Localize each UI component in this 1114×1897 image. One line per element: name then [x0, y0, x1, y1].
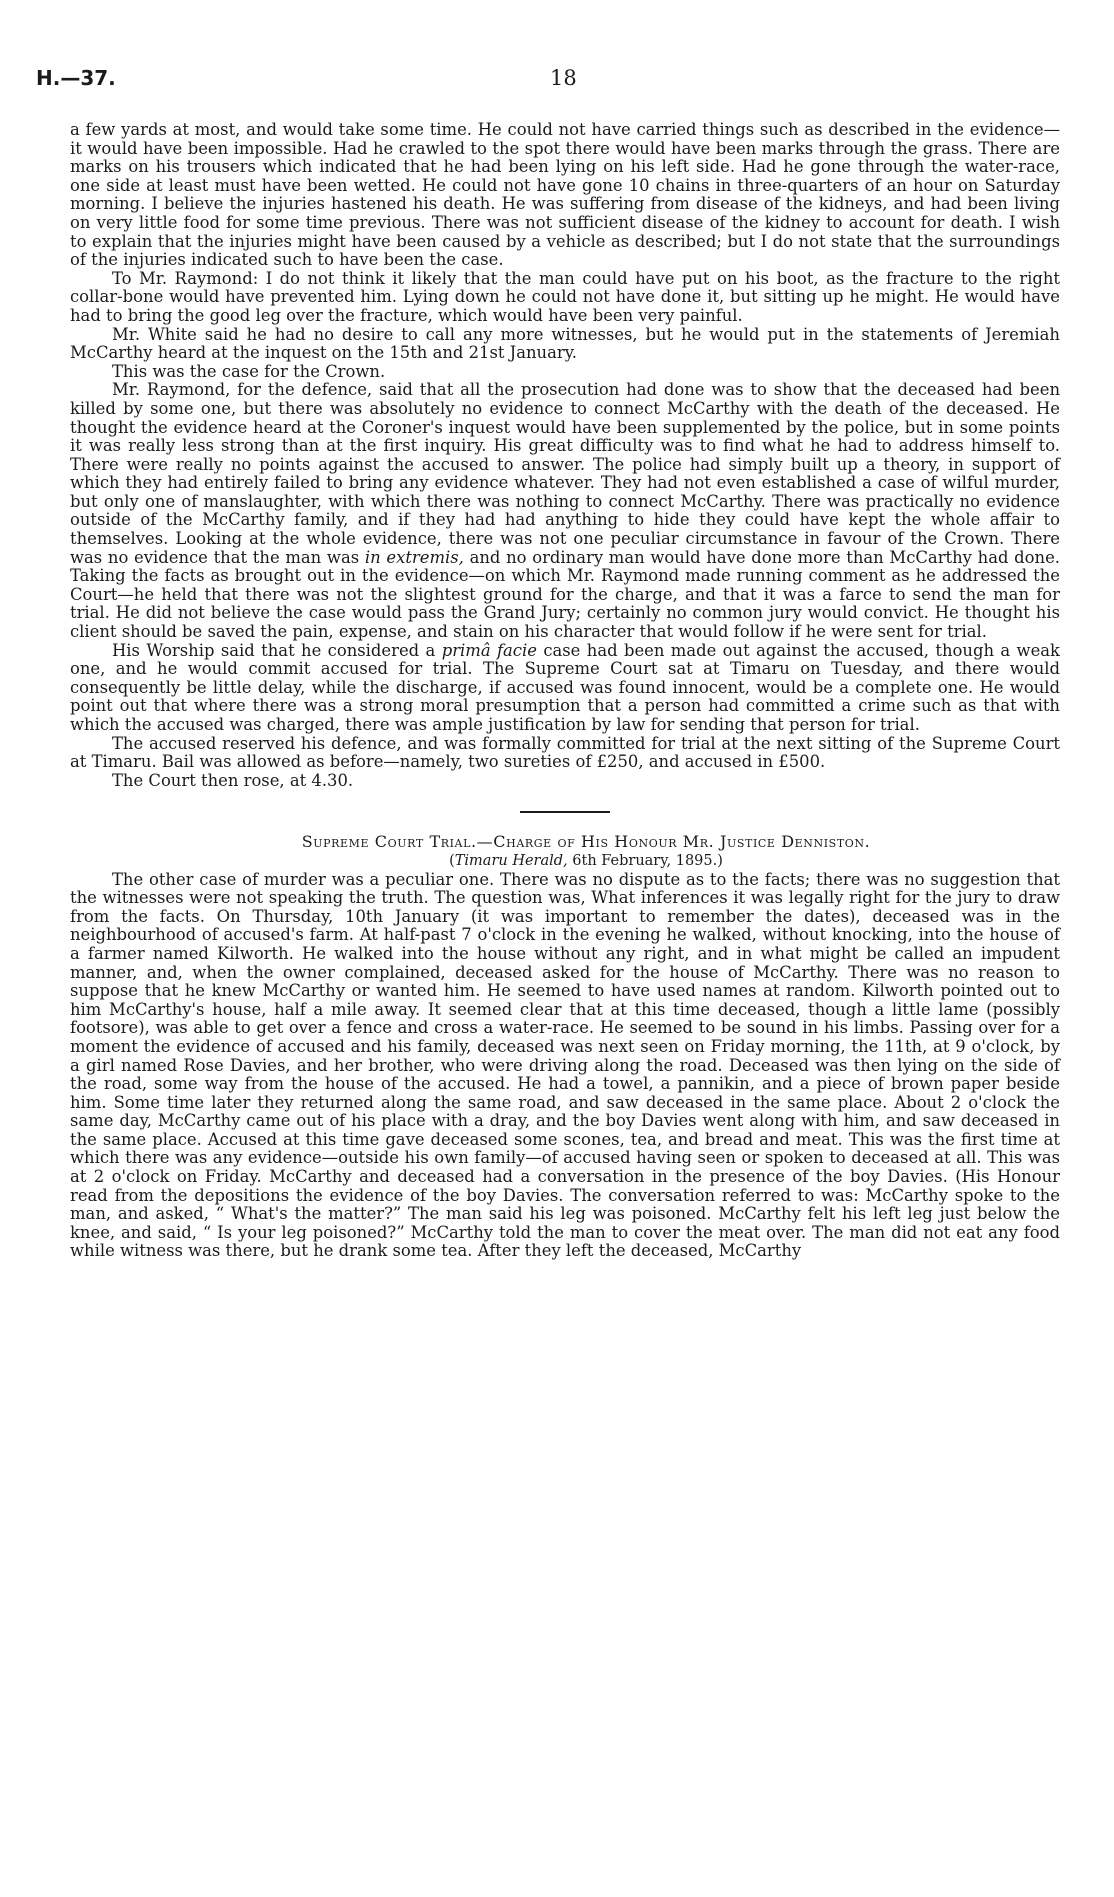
section-heading: Supreme Court Trial.—Charge of His Honour Mr. Justice Denniston. [301, 832, 871, 852]
page-number: 18 [550, 66, 577, 90]
latin-phrase-prima-facie: primâ facie [441, 640, 537, 660]
source-open-paren: ( [449, 852, 455, 869]
section-divider [520, 811, 610, 813]
latin-phrase-in-extremis: in extremis, [364, 547, 464, 567]
paragraph-crown-case: This was the case for the Crown. [112, 361, 386, 381]
paragraph-his-worship [70, 642, 1060, 735]
paragraph-committal: The accused reserved his defence, and was formally committed for trial at the next sitting of the Supreme Court at Timaru. Bail was allowed as before—namely, two sureties of £250, and accused in £500. [70, 733, 1060, 772]
paragraph-court-rose: The Court then rose, at 4.30. [112, 770, 354, 790]
source-close-paren: ) [717, 852, 723, 869]
source-date: 6th February, 1895. [567, 852, 718, 869]
worship-text-a: His Worship said that he considered a [112, 640, 436, 660]
paragraph-defence [70, 381, 1060, 641]
body-text [70, 121, 1060, 1261]
source-newspaper: Timaru Herald, [454, 852, 568, 869]
series-reference: H.—37. [36, 66, 116, 90]
paragraph-mr-white: Mr. White said he had no desire to call any more witnesses, but he would put in the statements of Jeremiah McCarthy heard at the inquest on the 15th and 21st January. [70, 324, 1060, 363]
section-source [70, 852, 1060, 871]
defence-text-a: Mr. Raymond, for the defence, said that all the prosecution had done was to show that the deceased had been killed by some one, but there was absolutely no evidence to connect McCarthy with the death of the deceased. He thought the evidence heard at the Coroner's inquest would have been supplemented by the police, but in some points it was really less strong than at the first inquiry. His great difficulty was to find what he had to address himself to. There were really no points against the accused to answer. The police had simply built up a theory, in support of which they had entirely failed to bring any evidence whatever. They had not even established a case of wilful murder, but only one of manslaughter, with which there was nothing to connect McCarthy. There was practically no evidence outside of the McCarthy family, and if they had had anything to hide they could have kept the whole affair to themselves. Looking at the whole evidence, there was not one peculiar circumstance in favour of the Crown. There was no evidence that the man was [70, 380, 1060, 567]
paragraph-charge: The other case of murder was a peculiar one. There was no dispute as to the facts; there was no suggestion that the witnesses were not speaking the truth. The question was, What inferences it was legally right for the jury to draw from the facts. On Thursday, 10th January (it was important to remember the dates), deceased was in the neighbourhood of accused's farm. At half-past 7 o'clock in the evening he walked, without knocking, into the house of a farmer named Kilworth. He walked into the house without any right, and in what might be called an impudent manner, and, when the owner complained, deceased asked for the house of McCarthy. There was no reason to suppose that he knew McCarthy or wanted him. He seemed to have used names at random. Kilworth pointed out to him McCarthy's house, half a mile away. It seemed clear that at this time deceased, though a little lame (possibly footsore), was able to get over a fence and cross a water-race. He seemed to be sound in his limbs. Passing over for a moment the evidence of accused and his family, deceased was next seen on Friday morning, the 11th, at 9 o'clock, by a girl named Rose Davies, and her brother, who were driving along the road. Deceased was then lying on the side of the road, some way from the house of the accused. He had a towel, a pannikin, and a piece of brown paper beside him. Some time later they returned along the same road, and saw deceased in the same place. About 2 o'clock the same day, McCarthy came out of his place with a dray, and the boy Davies went along with him, and saw deceased in the same place. Accused at this time gave deceased some scones, tea, and bread and meat. This was the first time at which there was any evidence—outside his own family—of accused having seen or spoken to deceased at all. This was at 2 o'clock on Friday. McCarthy and deceased had a conversation in the presence of the boy Davies. (His Honour read from the depositions the evidence of the boy Davies. The conversation referred to was: McCarthy spoke to the man, and asked, “ What's the matter?” The man said his leg was poisoned. McCarthy felt his left leg just below the knee, and said, “ Is your leg poisoned?” McCarthy told the man to cover the meat over. The man did not eat any food while witness was there, but he drank some tea. After they left the deceased, McCarthy [70, 869, 1060, 1261]
worship-text-b: case had been made out against the accused, though a weak one, and he would commit accused for trial. The Supreme Court sat at Timaru on Tuesday, and there would consequently be little delay, while the discharge, if accused was found innocent, would be a complete one. He would point out that where there was a strong moral presumption that a person had committed a crime such as that with which the accused was charged, there was ample justification by law for sending that person for trial. [70, 640, 1060, 734]
defence-text-b: and no ordinary man would have done more than McCarthy had done. Taking the facts as brought out in the evidence—on which Mr. Raymond made running comment as he addressed the Court—he held that there was not the slightest ground for the charge, and that it was a farce to send the man for trial. He did not believe the case would pass the Grand Jury; certainly no common jury would convict. He thought his client should be saved the pain, expense, and stain on his character that would follow if he were sent for trial. [70, 547, 1061, 642]
paragraph-cross-examination: To Mr. Raymond: I do not think it likely that the man could have put on his boot, as the fracture to the right collar-bone would have prevented him. Lying down he could not have done it, but sitting up he might. He would have had to bring the good leg over the fracture, which would have been very painful. [70, 268, 1060, 325]
page-header [36, 66, 1066, 96]
paragraph-medical-evidence: a few yards at most, and would take some time. He could not have carried things such as described in the evidence—it would have been impossible. Had he crawled to the spot there would have been marks through the grass. There are marks on his trousers which indicated that he had been lying on his left side. Had he gone through the water-race, one side at least must have been wetted. He could not have gone 10 chains in three-quarters of an hour on Saturday morning. I believe the injuries hastened his death. He was suffering from disease of the kidneys, and had been living on very little food for some time previous. There was not sufficient disease of the kidney to account for death. I wish to explain that the injuries might have been caused by a vehicle as described; but I do not state that the surroundings of the injuries indicated such to have been the case. [70, 120, 1060, 270]
